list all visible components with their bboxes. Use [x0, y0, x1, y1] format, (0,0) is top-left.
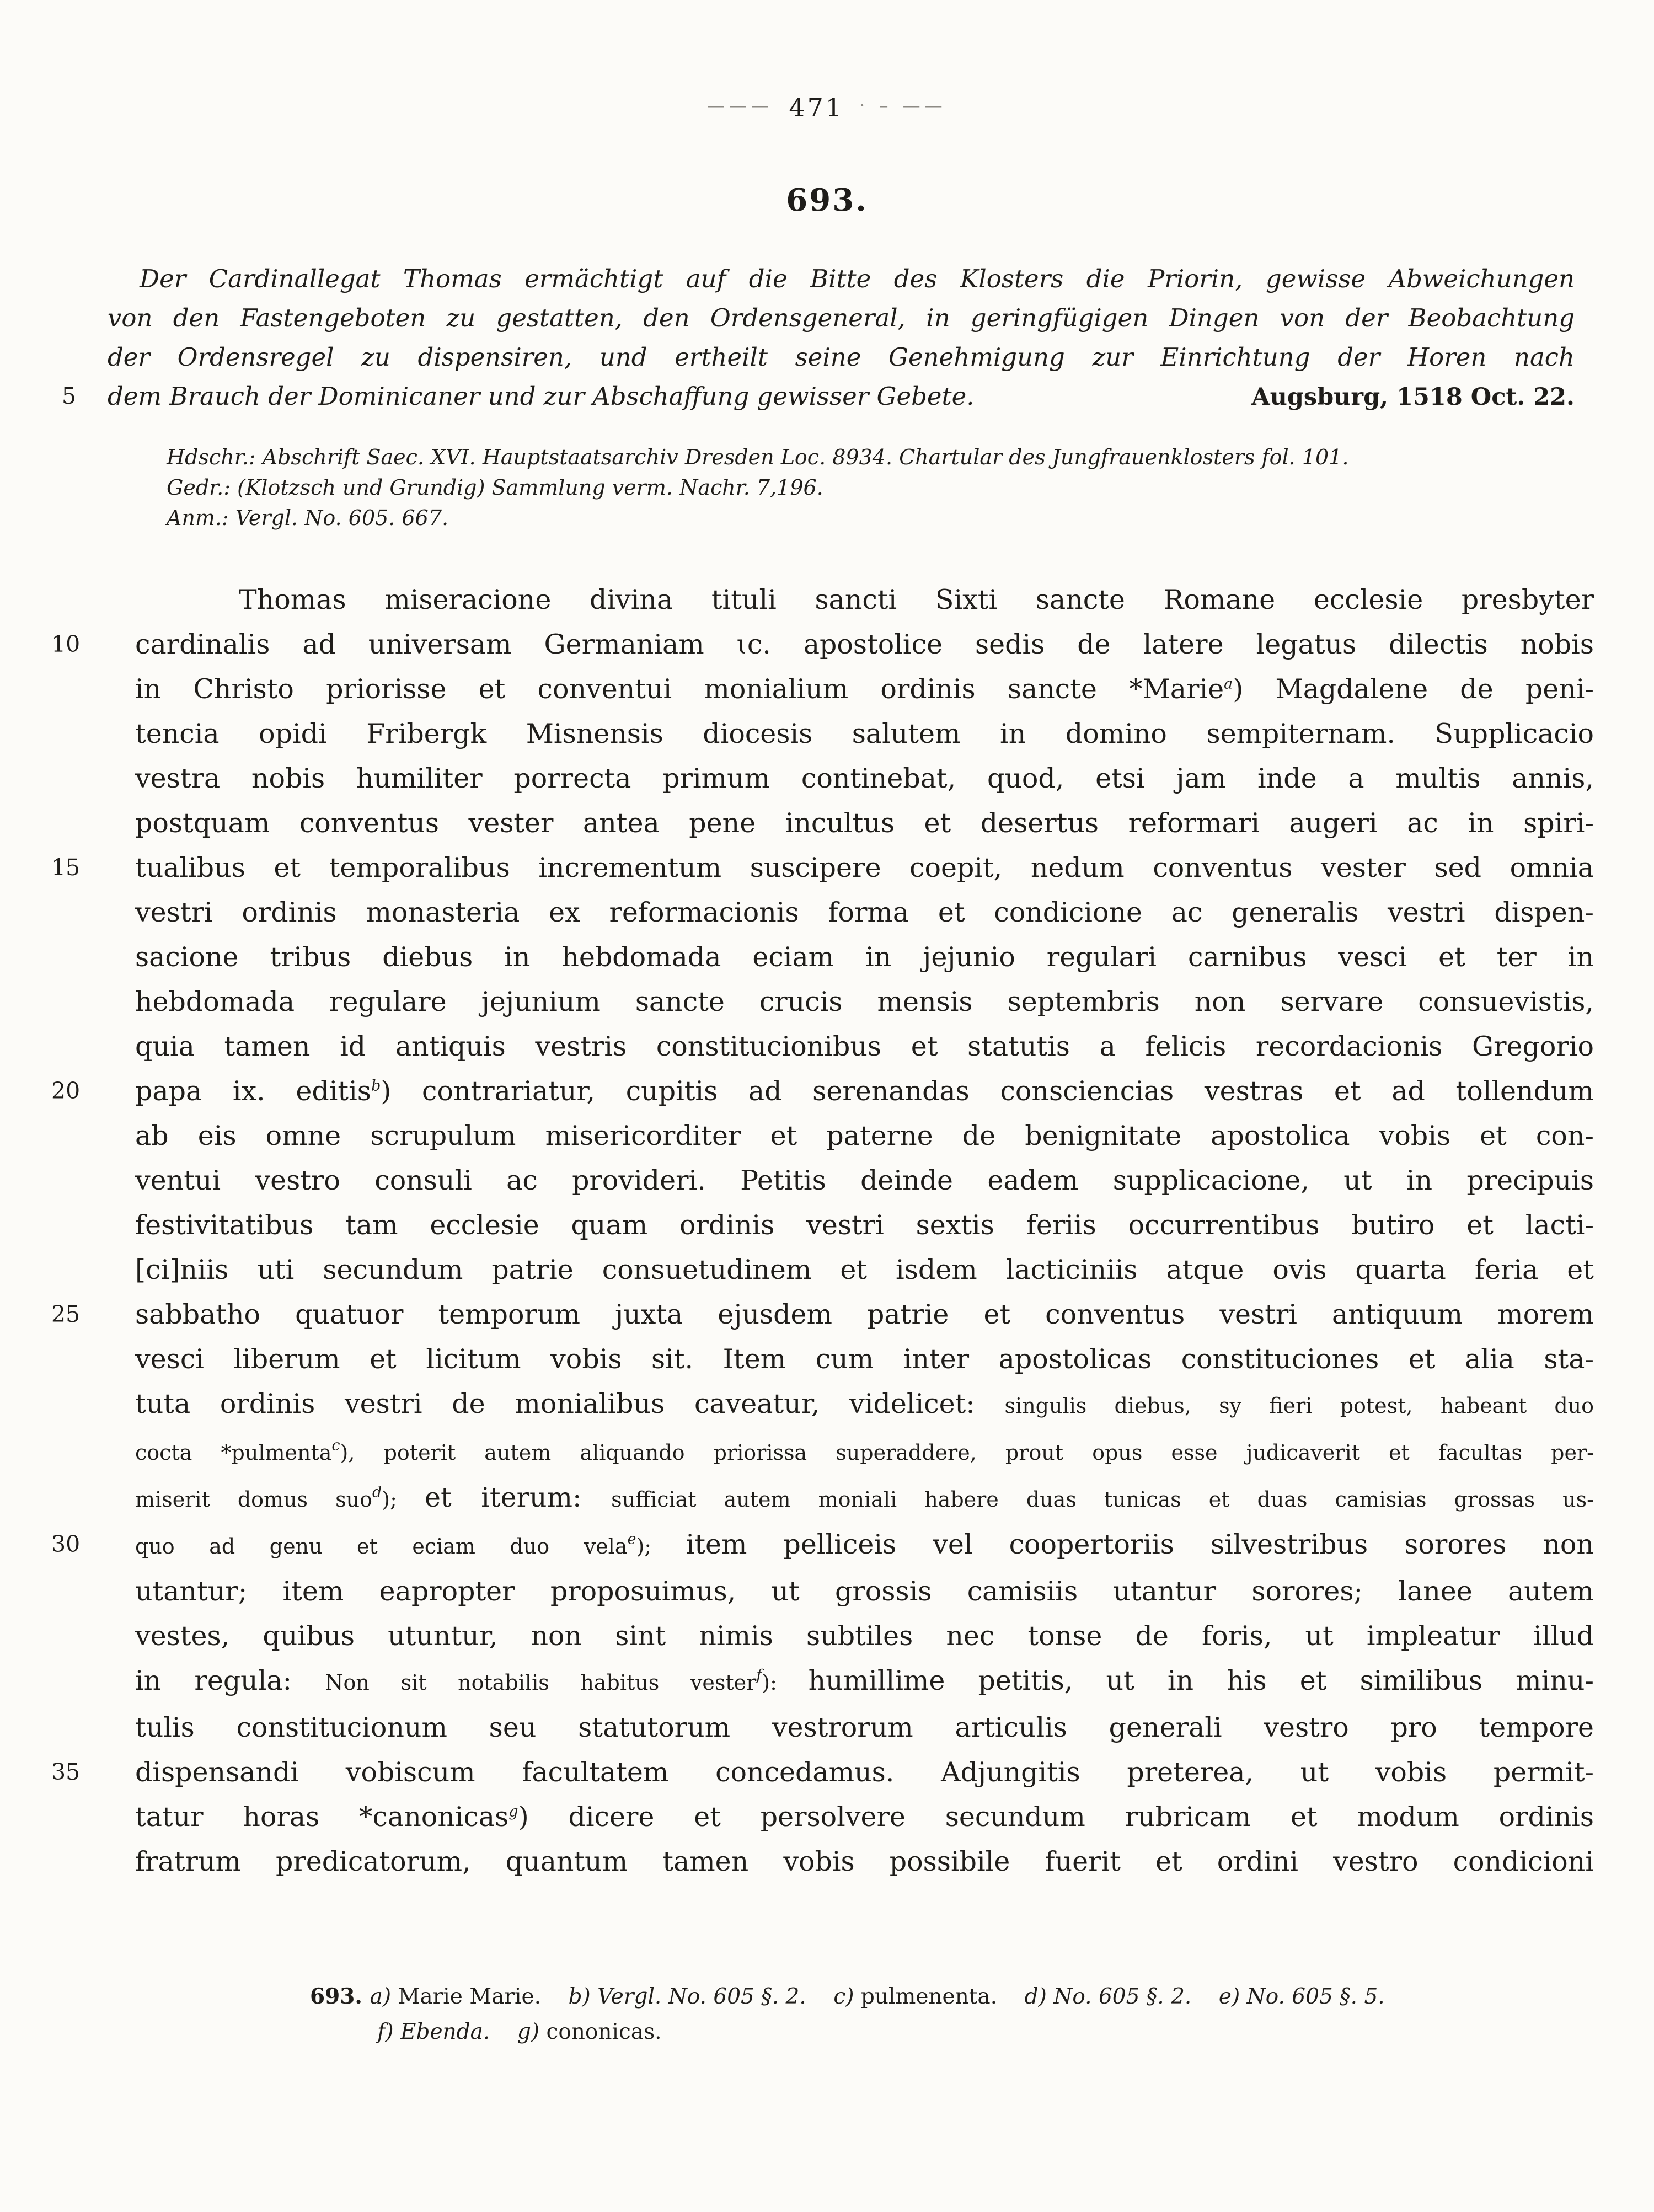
- text-segment: et iterum:: [424, 1482, 612, 1513]
- text-segment: fratrum predicatorum, quantum tamen vobis possibile fuerit et ordini vestro condicioni: [135, 1846, 1594, 1877]
- text-segment: f: [756, 1667, 762, 1684]
- body-line: [135, 577, 1594, 622]
- text-segment: a): [370, 1984, 392, 2009]
- text-segment: cardinalis ad universam Germaniam ɩc. apostolice sedis de latere legatus dilectis nobis: [135, 629, 1594, 660]
- body-line: [135, 1705, 1594, 1750]
- text-segment: ) dicere et persolvere secundum rubricam et modum ordinis: [518, 1801, 1594, 1833]
- text-segment: in Christo priorisse et conventui monialium ordinis sancte *Marie: [135, 673, 1224, 705]
- text-segment: sufficiat autem moniali habere duas tunicas et duas camisias grossas us-: [611, 1487, 1594, 1512]
- document-summary: [61, 259, 1575, 417]
- source-line: [167, 473, 1578, 503]
- text-segment: g: [508, 1803, 518, 1820]
- source-line: [167, 442, 1578, 473]
- document-number: 693.: [786, 182, 868, 218]
- body-line: [135, 1203, 1594, 1247]
- text-segment: [ci]niis uti secundum patrie consuetudinem et isdem lacticiniis atque ovis quarta feria et: [135, 1254, 1594, 1286]
- text-segment: dem Brauch der Dominicaner und zur Abschaffung gewisser Gebete.: [108, 382, 975, 411]
- body-line: [51, 845, 1594, 890]
- text-segment: [1191, 1984, 1219, 2009]
- body-line: [135, 935, 1594, 979]
- body-line: [135, 1839, 1594, 1884]
- body-line: [135, 801, 1594, 845]
- text-segment: f) Ebenda.: [377, 2020, 517, 2044]
- text-segment: papa ix. editis: [135, 1075, 371, 1107]
- text-segment: tencia opidi Fribergk Misnensis diocesis salutem in domino sempiternam. Supplicacio: [135, 718, 1594, 749]
- text-segment: tualibus et temporalibus incrementum suscipere coepit, nedum conventus vester sed omnia: [135, 852, 1594, 883]
- text-segment: Anm.: Vergl. No. 605. 667.: [167, 506, 449, 530]
- text-segment: hebdomada regulare jejunium sancte crucis mensis septembris non servare consuevistis,: [135, 986, 1594, 1017]
- body-line: [135, 890, 1594, 935]
- text-segment: b: [371, 1077, 381, 1095]
- text-segment: Marie Marie.: [391, 1984, 569, 2009]
- text-segment: item pelliceis vel coopertoriis silvestribus sorores non: [686, 1529, 1594, 1560]
- page-number: 471: [789, 93, 844, 122]
- text-segment: d) No. 605 §. 2.: [1024, 1984, 1192, 2009]
- text-segment: ), poterit autem aliquando priorissa superaddere, prout opus esse judicaverit et facultas per-: [340, 1440, 1594, 1465]
- text-segment: [806, 1984, 834, 2009]
- text-segment: quo ad genu et eciam duo vela: [135, 1534, 628, 1558]
- margin-line-number: 15: [51, 854, 81, 881]
- margin-line-number: 30: [51, 1531, 81, 1557]
- body-line: [135, 1113, 1594, 1158]
- text-segment: von den Fastengeboten zu gestatten, den Ordensgeneral, in geringfügigen Dingen von der Beobachtung: [108, 303, 1575, 333]
- text-segment: c): [833, 1984, 854, 2009]
- text-segment: singulis diebus, sy fieri potest, habeant duo: [1004, 1394, 1594, 1418]
- text-segment: vestes, quibus utuntur, non sint nimis subtiles nec tonse de foris, ut impleatur illud: [135, 1620, 1594, 1652]
- text-segment: in regula:: [135, 1665, 325, 1696]
- text-segment: miserit domus suo: [135, 1487, 372, 1512]
- body-line: [135, 756, 1594, 801]
- text-segment: );: [382, 1487, 425, 1512]
- text-segment: ) contrariatur, cupitis ad serenandas consciencias vestras et ad tollendum: [381, 1075, 1594, 1107]
- body-line: [135, 1158, 1594, 1203]
- text-segment: cocta *pulmenta: [135, 1440, 332, 1465]
- body-line: [135, 1475, 1594, 1522]
- text-segment: tulis constitucionum seu statutorum vestrorum articulis generali vestro pro tempore: [135, 1712, 1594, 1743]
- text-segment: d: [372, 1483, 382, 1501]
- text-segment: pulmenenta.: [854, 1984, 1025, 2009]
- footnote-line: [310, 1979, 1595, 2015]
- text-segment: dispensandi vobiscum facultatem concedamus. Adjungitis preterea, ut vobis permit-: [135, 1756, 1594, 1788]
- left-dash-mark: ———: [707, 95, 774, 116]
- body-line: [135, 1569, 1594, 1614]
- text-segment: Augsburg, 1518 Oct. 22.: [1251, 383, 1575, 411]
- margin-line-number: 10: [51, 631, 81, 657]
- margin-line-number: 25: [51, 1301, 81, 1327]
- body-line: [135, 1658, 1594, 1705]
- margin-line-number: 35: [51, 1759, 81, 1785]
- text-segment: a: [1224, 675, 1233, 693]
- body-line: [135, 1614, 1594, 1658]
- body-line: [51, 1292, 1594, 1337]
- text-segment: der Ordensregel zu dispensiren, und ertheilt seine Genehmigung zur Einrichtung der Horen nach: [108, 342, 1575, 372]
- text-segment: 693.: [310, 1984, 370, 2009]
- body-line: [135, 1337, 1594, 1381]
- text-segment: b) Vergl. No. 605 §. 2.: [568, 1984, 806, 2009]
- footnote-line: [310, 2015, 1595, 2050]
- text-segment: tatur horas *canonicas: [135, 1801, 509, 1833]
- summary-line: [61, 377, 1575, 417]
- source-line: [167, 503, 1578, 533]
- text-segment: sacione tribus diebus in hebdomada eciam in jejunio regulari carnibus vesci et ter in: [135, 941, 1594, 973]
- text-segment: vestra nobis humiliter porrecta primum continebat, quod, etsi jam inde a multis annis,: [135, 763, 1594, 794]
- text-segment: tuta ordinis vestri de monialibus caveatur, videlicet:: [135, 1388, 1005, 1420]
- text-segment: Non sit notabilis habitus vester: [325, 1670, 757, 1695]
- text-segment: e) No. 605 §. 5.: [1218, 1984, 1385, 2009]
- footnotes: [310, 1979, 1595, 2050]
- text-segment: cononicas.: [539, 2020, 662, 2044]
- text-segment: g): [517, 2020, 540, 2044]
- text-segment: Gedr.: (Klotzsch und Grundig) Sammlung verm. Nachr. 7,196.: [167, 475, 823, 500]
- text-segment: vesci liberum et licitum vobis sit. Item cum inter apostolicas constituciones et alia sta-: [135, 1343, 1594, 1375]
- summary-line: [108, 259, 1575, 298]
- text-segment: c: [331, 1437, 340, 1454]
- text-segment: ventui vestro consuli ac provideri. Petitis deinde eadem supplicacione, ut in precipuis: [135, 1165, 1594, 1196]
- text-segment: Der Cardinallegat Thomas ermächtigt auf die Bitte des Klosters die Priorin, gewisse Abweichungen: [140, 264, 1575, 293]
- text-segment: vestri ordinis monasteria ex reformacionis forma et condicione ac generalis vestri dispen-: [135, 897, 1594, 928]
- text-segment: e: [627, 1530, 636, 1548]
- document-body: [51, 577, 1594, 1884]
- body-line: [135, 1381, 1594, 1428]
- source-references: [167, 442, 1578, 533]
- body-line: [135, 667, 1594, 711]
- text-segment: ):: [762, 1670, 809, 1695]
- text-segment: Thomas miseracione divina tituli sancti Sixti sancte Romane ecclesie presbyter: [239, 584, 1594, 615]
- text-segment: );: [636, 1534, 686, 1558]
- body-line: [135, 1024, 1594, 1069]
- body-line: [51, 1522, 1594, 1569]
- margin-line-number: 5: [61, 383, 76, 409]
- text-segment: festivitatibus tam ecclesie quam ordinis vestri sextis feriis occurrentibus butiro et lacti-: [135, 1209, 1594, 1241]
- right-dash-mark: · – ——: [859, 95, 947, 116]
- body-line: [51, 622, 1594, 667]
- summary-line: [108, 298, 1575, 338]
- body-line: [135, 1795, 1594, 1839]
- text-segment: postquam conventus vester antea pene incultus et desertus reformari augeri ac in spiri-: [135, 807, 1594, 839]
- summary-line: [108, 338, 1575, 377]
- body-line: [135, 711, 1594, 756]
- body-line: [51, 1069, 1594, 1113]
- margin-line-number: 20: [51, 1078, 81, 1104]
- text-segment: ) Magdalene de peni-: [1233, 673, 1594, 705]
- page-header: [0, 93, 1654, 122]
- text-segment: ab eis omne scrupulum misericorditer et paterne de benignitate apostolica vobis et con-: [135, 1120, 1594, 1151]
- text-segment: sabbatho quatuor temporum juxta ejusdem patrie et conventus vestri antiquum morem: [135, 1299, 1594, 1330]
- body-line: [51, 1750, 1594, 1795]
- text-segment: quia tamen id antiquis vestris constitucionibus et statutis a felicis recordacionis Gregorio: [135, 1031, 1594, 1062]
- body-line: [135, 979, 1594, 1024]
- body-line: [135, 1428, 1594, 1475]
- text-segment: utantur; item eapropter proposuimus, ut grossis camisiis utantur sorores; lanee autem: [135, 1576, 1594, 1607]
- body-line: [135, 1247, 1594, 1292]
- text-segment: humillime petitis, ut in his et similibus minu-: [808, 1665, 1594, 1696]
- text-segment: Hdschr.: Abschrift Saec. XVI. Hauptstaatsarchiv Dresden Loc. 8934. Chartular des Jungfrauenklosters fol. 101.: [167, 445, 1349, 469]
